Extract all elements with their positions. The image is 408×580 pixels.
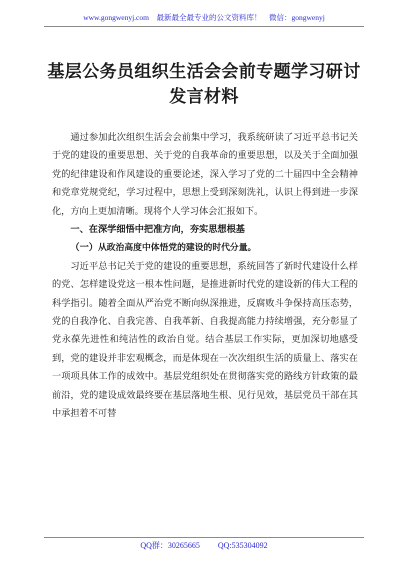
- subsection-title: 从政治高度中体悟党的建设的时代分量。: [97, 243, 257, 254]
- footer-qq-group: QQ群：30265665: [140, 541, 200, 550]
- footer-qq: QQ:535304092: [217, 541, 268, 550]
- page-footer: [0, 540, 408, 551]
- title-line-2: 发言材料: [169, 87, 239, 107]
- section-heading-1: 一、在深学细悟中把准方向，夯实思想根基: [70, 224, 245, 236]
- document-body: [52, 129, 358, 424]
- intro-paragraph: 通过参加此次组织生活会会前集中学习，我系统研读了习近平总书记关于党的建设的重要思想、关于党的自我革命的重要思想，以及关于全面加强党的纪律建设和作风建设的重要论述，深入学习了党的二十届四中全会精神和党章党规党纪，学习过程中，思想上受到深刻洗礼，认识上得到进一步深化，方向上更加清晰。现将个人学习体会汇报如下。: [52, 132, 358, 217]
- page-header: www.gongwenyj.com 最新最全最专业的公文资料库！ 微信：gongwenyj: [83, 13, 325, 22]
- title-line-1: 基层公务员组织生活会会前专题学习研讨: [47, 62, 361, 82]
- document-title: [40, 60, 368, 110]
- body-paragraph: 习近平总书记关于党的建设的重要思想，系统回答了新时代建设什么样的党、怎样建设党这一根本性问题，是推进新时代党的建设新的伟大工程的科学指引。随着全面从严治党不断向纵深推进，反腐败斗争保持高压态势，党的自我净化、自我完善、自我革新、自我提高能力持续增强，充分彰显了党永葆先进性和纯洁性的政治自觉。结合基层工作实际，更加深切地感受到，党的建设并非宏观概念，而是体现在一次次组织生活的质量上、落实在一项项具体工作的成效中。基层党组织处在贯彻落实党的路线方针政策的最前沿，党的建设成效最终要在基层落地生根、见行见效，基层党员干部在其中承担着不可替: [52, 260, 358, 420]
- footer-divider: [44, 537, 364, 538]
- subsection-heading-1: [52, 239, 358, 257]
- header-divider: [44, 26, 364, 27]
- subsection-number: （一）: [70, 242, 98, 254]
